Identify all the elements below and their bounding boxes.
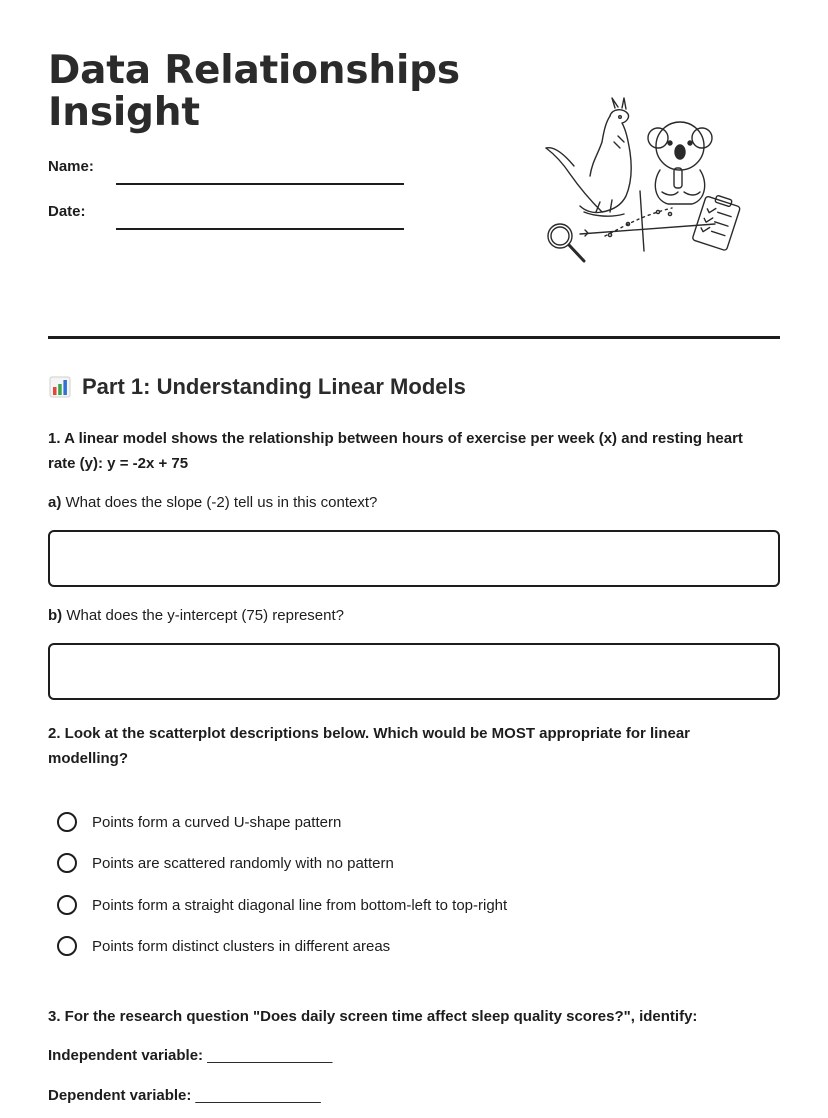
question-1a-text: What does the slope (-2) tell us in this context? xyxy=(61,494,378,511)
name-field xyxy=(48,158,404,175)
bar-chart-icon xyxy=(48,375,72,399)
option-1[interactable] xyxy=(57,812,341,832)
title-line-1: Data Relationships xyxy=(48,48,460,93)
question-1a-prefix: a) xyxy=(48,494,62,511)
kangaroo-koala-graph-icon xyxy=(540,96,750,266)
question-1b-text: What does the y-intercept (75) represent? xyxy=(62,607,344,624)
dependent-variable-label: Dependent variable: xyxy=(48,1087,192,1104)
answer-1a-box[interactable] xyxy=(48,530,780,587)
dependent-variable-blank[interactable]: _______________ xyxy=(195,1087,321,1104)
option-2-label: Points are scattered randomly with no pattern xyxy=(92,854,394,872)
part-1-title: Part 1: Understanding Linear Models xyxy=(82,374,466,399)
question-1a xyxy=(48,493,377,513)
name-label: Name: xyxy=(48,158,94,175)
worksheet-title xyxy=(48,50,460,134)
dependent-variable-field[interactable] xyxy=(48,1087,321,1104)
section-divider xyxy=(48,336,780,339)
question-1b-prefix: b) xyxy=(48,607,63,624)
date-input-line[interactable] xyxy=(116,228,404,230)
independent-variable-blank[interactable]: _______________ xyxy=(207,1047,333,1064)
option-4-label: Points form distinct clusters in different areas xyxy=(92,937,391,955)
option-3-label: Points form a straight diagonal line from bottom-left to top-right xyxy=(92,896,508,914)
question-1b xyxy=(48,606,344,626)
question-2-text: 2. Look at the scatterplot descriptions below. Which would be MOST appropriate for linear modelling? xyxy=(48,725,691,767)
option-1-label: Points form a curved U-shape pattern xyxy=(92,813,342,831)
question-1-text: 1. A linear model shows the relationship between hours of exercise per week (x) and resting heart rate (y): y = -2x + 75 xyxy=(48,430,743,472)
radio-button-icon[interactable] xyxy=(57,812,77,832)
radio-button-icon[interactable] xyxy=(57,895,77,915)
date-field xyxy=(48,203,404,220)
radio-button-icon[interactable] xyxy=(57,853,77,873)
option-2[interactable] xyxy=(57,853,394,873)
independent-variable-label: Independent variable: xyxy=(48,1047,204,1064)
part-1-heading xyxy=(48,374,466,400)
radio-button-icon[interactable] xyxy=(57,936,77,956)
independent-variable-field[interactable] xyxy=(48,1047,332,1064)
title-line-2: Insight xyxy=(48,90,200,135)
option-4[interactable] xyxy=(57,936,390,956)
answer-1b-box[interactable] xyxy=(48,643,780,700)
name-input-line[interactable] xyxy=(116,183,404,185)
question-3-text: 3. For the research question "Does daily screen time affect sleep quality scores?", identify: xyxy=(48,1008,698,1025)
date-label: Date: xyxy=(48,203,86,220)
option-3[interactable] xyxy=(57,895,507,915)
